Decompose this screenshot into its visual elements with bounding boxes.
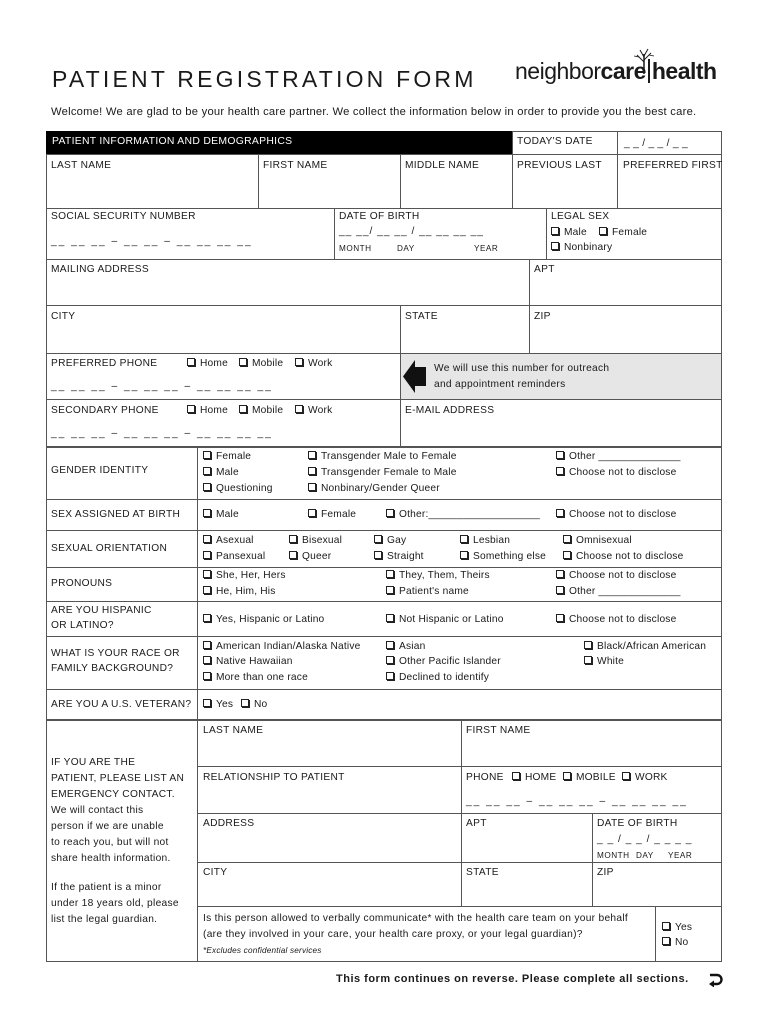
sec-phone-work[interactable]: Work [295,405,332,416]
pref-phone-home[interactable]: Home [187,358,228,369]
pref-phone-field[interactable]: __ __ __ – __ __ __ – __ __ __ __ [51,381,273,392]
todays-date-field[interactable]: _ _ / _ _ / _ _ [624,138,688,149]
race-asian[interactable]: Asian [386,641,425,652]
footer-note: This form continues on reverse. Please complete all sections. [336,973,689,985]
section-header: PATIENT INFORMATION AND DEMOGRAPHICS [46,131,512,154]
pronoun-other[interactable]: Other ______________ [556,586,681,597]
ec-intro-4: We will contact this [51,805,144,816]
legal-sex-nonbinary[interactable]: Nonbinary [551,242,612,253]
sex-birth-other[interactable]: Other:___________________ [386,509,540,520]
preferred-first-label: PREFERRED FIRST [623,160,723,171]
orient-lesbian[interactable]: Lesbian [460,535,510,546]
race-multiple[interactable]: More than one race [203,672,308,683]
hispanic-label-1: ARE YOU HISPANIC [51,605,152,616]
ssn-label: SOCIAL SECURITY NUMBER [51,211,196,222]
todays-date-label: TODAY'S DATE [517,136,593,147]
ec-intro-6: to reach you, but will not [51,837,169,848]
ec-address-label: ADDRESS [203,818,255,829]
race-white[interactable]: White [584,656,624,667]
ec-communicate-yes[interactable]: Yes [662,922,692,933]
ec-minor-1: If the patient is a minor [51,882,162,893]
veteran-no[interactable]: No [241,699,267,710]
mailing-address-label: MAILING ADDRESS [51,264,149,275]
pronoun-no-disclose[interactable]: Choose not to disclose [556,570,676,581]
ec-relationship-label: RELATIONSHIP TO PATIENT [203,772,345,783]
veteran-yes[interactable]: Yes [203,699,233,710]
sec-phone-mobile[interactable]: Mobile [239,405,283,416]
left-arrow-icon [403,360,427,393]
orient-something-else[interactable]: Something else [460,551,546,562]
page-title: PATIENT REGISTRATION FORM [52,66,477,92]
outreach-note-line1: We will use this number for outreach [434,363,610,374]
pronoun-he[interactable]: He, Him, His [203,586,276,597]
legal-sex-male[interactable]: Male [551,227,587,238]
ec-intro-5: person if we are unable [51,821,164,832]
ec-intro-1: IF YOU ARE THE [51,757,136,768]
ec-question-note: *Excludes confidential services [203,946,322,955]
pref-phone-work[interactable]: Work [295,358,332,369]
ec-communicate-no[interactable]: No [662,937,688,948]
gender-trans-ftm[interactable]: Transgender Female to Male [308,467,457,478]
orient-omnisexual[interactable]: Omnisexual [563,535,632,546]
orient-straight[interactable]: Straight [374,551,424,562]
ec-state-label: STATE [466,867,499,878]
hispanic-no[interactable]: Not Hispanic or Latino [386,614,504,625]
gender-trans-mtf[interactable]: Transgender Male to Female [308,451,457,462]
race-black[interactable]: Black/African American [584,641,706,652]
legal-sex-label: LEGAL SEX [551,211,610,222]
veteran-label: ARE YOU A U.S. VETERAN? [51,699,192,710]
gender-other[interactable]: Other ______________ [556,451,681,462]
secondary-phone-label: SECONDARY PHONE [51,405,159,416]
dob-label: DATE OF BIRTH [339,211,420,222]
ec-first-name-label: FIRST NAME [466,725,531,736]
city-label: CITY [51,311,76,322]
ec-dob-label: DATE OF BIRTH [597,818,678,829]
sex-birth-female[interactable]: Female [308,509,356,520]
dob-day: DAY [397,244,415,253]
ec-dob-month: MONTH [597,851,630,860]
zip-label: ZIP [534,311,551,322]
ec-zip-label: ZIP [597,867,614,878]
brand-logo: neighborcare health [515,58,717,84]
ec-dob-field[interactable]: _ _ / _ _ / _ _ _ _ [597,834,693,845]
sexual-orientation-label: SEXUAL ORIENTATION [51,543,168,554]
pronoun-patient-name[interactable]: Patient's name [386,586,469,597]
ssn-field[interactable]: __ __ __ – __ __ – __ __ __ __ [51,236,253,247]
race-pacific-islander[interactable]: Other Pacific Islander [386,656,501,667]
orient-gay[interactable]: Gay [374,535,406,546]
last-name-label: LAST NAME [51,160,112,171]
ec-phone-mobile[interactable]: MOBILE [563,772,616,783]
sex-at-birth-label: SEX ASSIGNED AT BIRTH [51,509,181,520]
sex-birth-no-disclose[interactable]: Choose not to disclose [556,509,676,520]
ec-phone-work[interactable]: WORK [622,772,668,783]
ec-dob-year: YEAR [668,851,693,860]
email-label: E-MAIL ADDRESS [405,405,495,416]
race-native-hawaiian[interactable]: Native Hawaiian [203,656,293,667]
previous-last-label: PREVIOUS LAST [517,160,602,171]
orient-pansexual[interactable]: Pansexual [203,551,265,562]
race-american-indian[interactable]: American Indian/Alaska Native [203,641,361,652]
continue-arrow-icon [707,972,723,987]
ec-dob-day: DAY [636,851,654,860]
ec-minor-3: list the legal guardian. [51,914,158,925]
ec-phone-label: PHONE [466,772,504,783]
ec-last-name-label: LAST NAME [203,725,264,736]
race-declined[interactable]: Declined to identify [386,672,489,683]
sec-phone-home[interactable]: Home [187,405,228,416]
orient-asexual[interactable]: Asexual [203,535,254,546]
state-label: STATE [405,311,438,322]
legal-sex-female[interactable]: Female [599,227,647,238]
ec-city-label: CITY [203,867,228,878]
orient-queer[interactable]: Queer [289,551,331,562]
sex-birth-male[interactable]: Male [203,509,239,520]
sec-phone-field[interactable]: __ __ __ – __ __ __ – __ __ __ __ [51,428,273,439]
apt-label: APT [534,264,555,275]
first-name-label: FIRST NAME [263,160,328,171]
gender-questioning[interactable]: Questioning [203,483,273,494]
ec-intro-3: EMERGENCY CONTACT. [51,789,175,800]
ec-question-line1: Is this person allowed to verbally communicate* with the health care team on your behalf [203,913,629,924]
middle-name-label: MIDDLE NAME [405,160,480,171]
ec-question-line2: (are they involved in your care, your health care proxy, or your legal guardian)? [203,929,583,940]
preferred-phone-label: PREFERRED PHONE [51,358,158,369]
hispanic-no-disclose[interactable]: Choose not to disclose [556,614,676,625]
orient-bisexual[interactable]: Bisexual [289,535,342,546]
ec-phone-home[interactable]: HOME [512,772,556,783]
race-label-2: FAMILY BACKGROUND? [51,663,174,674]
pref-phone-mobile[interactable]: Mobile [239,358,283,369]
outreach-note-line2: and appointment reminders [434,379,566,390]
dob-year: YEAR [474,244,499,253]
ec-apt-label: APT [466,818,487,829]
ec-intro-2: PATIENT, PLEASE LIST AN [51,773,185,784]
gender-nonbinary[interactable]: Nonbinary/Gender Queer [308,483,440,494]
gender-female[interactable]: Female [203,451,251,462]
ec-intro-7: share health information. [51,853,171,864]
ec-minor-2: under 18 years old, please [51,898,179,909]
pronouns-label: PRONOUNS [51,578,113,589]
dob-month: MONTH [339,244,372,253]
orient-no-disclose[interactable]: Choose not to disclose [563,551,683,562]
gender-no-disclose[interactable]: Choose not to disclose [556,467,676,478]
race-label-1: WHAT IS YOUR RACE OR [51,648,180,659]
gender-male[interactable]: Male [203,467,239,478]
dob-field[interactable]: __ __/ __ __ / __ __ __ __ [339,226,484,237]
ec-phone-field[interactable]: __ __ __ – __ __ __ – __ __ __ __ [466,796,688,807]
outreach-note-box [401,354,721,399]
pronoun-they[interactable]: They, Them, Theirs [386,570,490,581]
hispanic-label-2: OR LATINO? [51,620,114,631]
hispanic-yes[interactable]: Yes, Hispanic or Latino [203,614,324,625]
pronoun-she[interactable]: She, Her, Hers [203,570,286,581]
gender-identity-label: GENDER IDENTITY [51,465,149,476]
welcome-text: Welcome! We are glad to be your health care partner. We collect the information below in order to provide you the best care. [51,106,697,118]
